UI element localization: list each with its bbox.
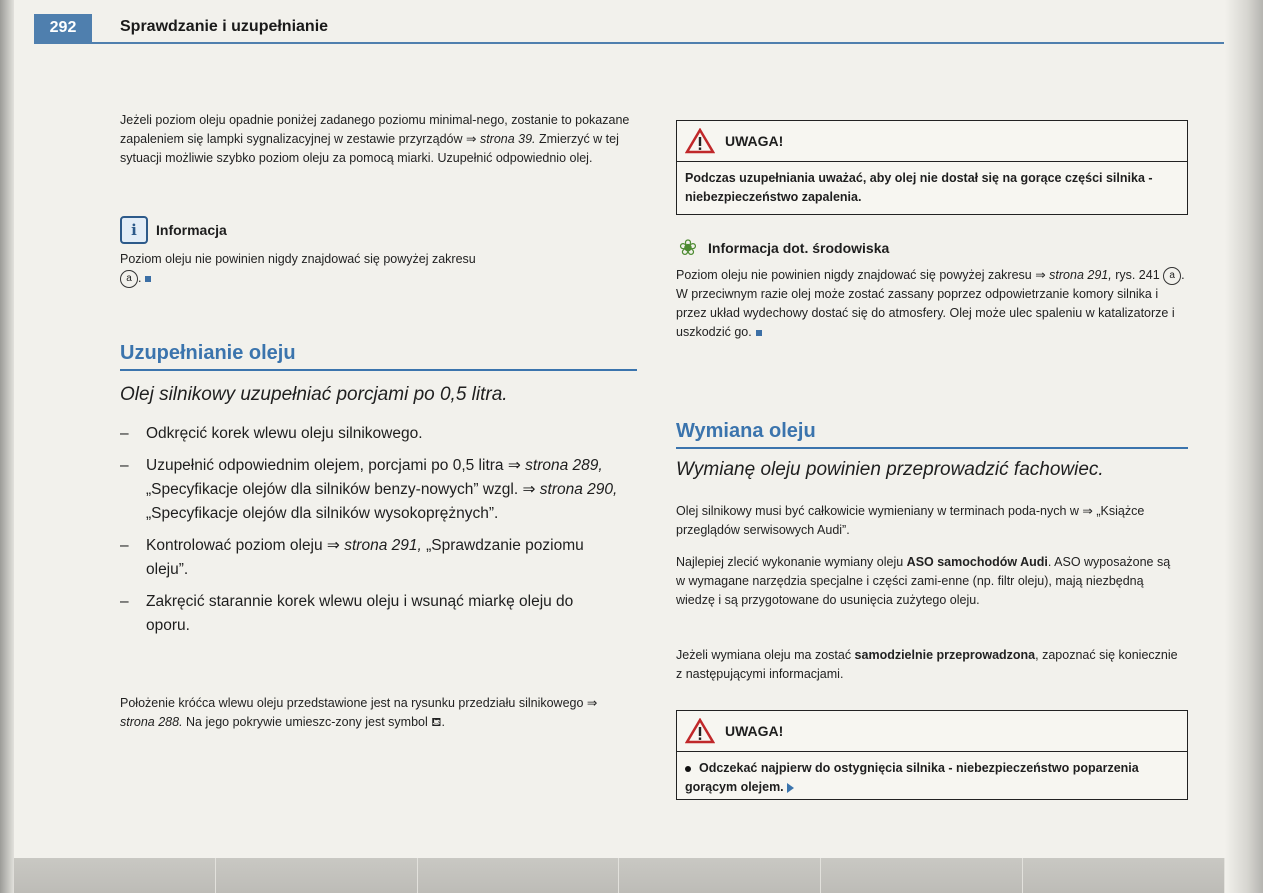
- warning-title-1: UWAGA!: [725, 133, 784, 149]
- footnote-page-ref[interactable]: strona 288.: [120, 715, 183, 729]
- intro-paragraph: [120, 111, 635, 168]
- warning-text-1: Podczas uzupełniania uważać, aby olej nie dostał się na gorące części silnika - niebezpieczeństwo zapalenia.: [685, 171, 1153, 204]
- end-square-icon: [756, 330, 762, 336]
- warning-text-2: Odczekać najpierw do ostygnięcia silnika - niebezpieczeństwo poparzenia gorącym olejem.: [685, 761, 1139, 794]
- step-2-page-ref-1[interactable]: strona 289,: [525, 457, 603, 474]
- page-number: 292: [34, 14, 92, 42]
- tab-segment: [216, 858, 418, 893]
- footnote-text-c: .: [441, 715, 445, 729]
- step-3-page-ref[interactable]: strona 291,: [344, 537, 422, 554]
- warning-box-2: [676, 710, 1188, 800]
- env-text-b: rys. 241: [1111, 268, 1164, 282]
- header-rule: [34, 42, 1224, 44]
- p2-text-b: . ASO wyposażone są w wymagane narzędzia specjalne i części zami-enne (np. filtr oleju), mają niezbędną wiedzę i są przygotowane do usunięcia zużytego oleju.: [676, 555, 1171, 607]
- page-edge-shadow: [1225, 0, 1263, 893]
- circle-a-marker: a: [120, 270, 138, 288]
- info-text-end: .: [138, 271, 142, 285]
- flower-icon: ❀: [678, 235, 698, 260]
- warning-text-2-container: [677, 752, 1187, 804]
- step-3-text-b: „Sprawdzanie poziomu oleju”.: [146, 537, 584, 578]
- chapter-tab-strip: [14, 858, 1225, 893]
- footnote-text-b: Na jego pokrywie umieszc-zony jest symbol: [182, 715, 432, 729]
- environment-title: Informacja dot. środowiska: [708, 240, 890, 256]
- p2-text-a: Najlepiej zlecić wykonanie wymiany oleju: [676, 555, 907, 569]
- filler-location-paragraph: [120, 694, 620, 732]
- info-paragraph: [120, 250, 635, 288]
- warning-heading-2: [677, 711, 1187, 752]
- warning-heading-1: [677, 121, 1187, 162]
- warning-box-1: [676, 120, 1188, 215]
- info-heading: [120, 216, 227, 244]
- intro-text-b: Zmierzyć w tej sytuacji możliwie szybko poziom oleju za pomocą miarki. Uzupełnić odpowiednio olej.: [120, 132, 619, 165]
- info-icon: i: [120, 216, 148, 244]
- step-4-text: Zakręcić starannie korek wlewu oleju i wsunąć miarkę oleju do oporu.: [146, 593, 574, 634]
- section-rule-left: [120, 369, 637, 371]
- section-rule-right: [676, 447, 1188, 449]
- footnote-text-a: Położenie króćca wlewu oleju przedstawione jest na rysunku przedziału silnikowego ⇒: [120, 696, 598, 710]
- tab-segment: [619, 858, 821, 893]
- info-title: Informacja: [156, 222, 227, 238]
- p3-text-b: , zapoznać się koniecznie z następującymi informacjami.: [676, 648, 1178, 681]
- change-paragraph-2: [676, 553, 1181, 610]
- oil-can-icon: ⛾: [431, 715, 442, 729]
- env-text-c: . W przeciwnym razie olej może zostać zassany poprzez odpowietrzanie komory silnika i przez układ wydechowy dostać się do atmosfery. Olej może ulec spaleniu w katalizatorze i uszkodzić go.: [676, 268, 1185, 339]
- step-2-text-b: „Specyfikacje olejów dla silników benzy-nowych” wzgl. ⇒: [146, 481, 540, 498]
- list-item: [120, 422, 620, 446]
- end-square-icon: [145, 276, 151, 282]
- tab-segment: [418, 858, 620, 893]
- warning-triangle-icon: [685, 718, 715, 744]
- environment-heading: [676, 236, 889, 260]
- list-item: [120, 590, 620, 638]
- refill-steps-list: [120, 422, 620, 646]
- warning-triangle-icon: [685, 128, 715, 154]
- step-2-text-c: „Specyfikacje olejów dla silników wysokoprężnych”.: [146, 505, 499, 522]
- section-title-refill: Uzupełnianie oleju: [120, 342, 296, 364]
- tab-segment: [1023, 858, 1225, 893]
- env-text-a: Poziom oleju nie powinien nigdy znajdować się powyżej zakresu ⇒: [676, 268, 1050, 282]
- circle-a-marker: a: [1163, 267, 1181, 285]
- change-subtitle: Wymianę oleju powinien przeprowadzić fachowiec.: [676, 459, 1104, 480]
- bullet-icon: [685, 766, 691, 772]
- p2-bold-aso: ASO samochodów Audi: [906, 555, 1048, 569]
- chapter-title: Sprawdzanie i uzupełnianie: [120, 18, 329, 35]
- p3-bold: samodzielnie przeprowadzona: [854, 648, 1036, 662]
- change-paragraph-3: [676, 646, 1181, 684]
- env-page-ref[interactable]: strona 291,: [1049, 268, 1112, 282]
- continue-arrow-icon: [787, 783, 794, 793]
- intro-page-ref[interactable]: strona 39.: [479, 132, 536, 146]
- p3-text-a: Jeżeli wymiana oleju ma zostać: [676, 648, 855, 662]
- step-3-text-a: Kontrolować poziom oleju ⇒: [146, 537, 345, 554]
- page-binding-shadow: [0, 0, 14, 893]
- refill-subtitle: Olej silnikowy uzupełniać porcjami po 0,5 litra.: [120, 384, 508, 405]
- section-title-change: Wymiana oleju: [676, 420, 816, 442]
- change-paragraph-1: Olej silnikowy musi być całkowicie wymieniany w terminach poda-nych w ⇒ „Książce przeglądów serwisowych Audi”.: [676, 504, 1145, 537]
- step-2-text-a: Uzupełnić odpowiednim olejem, porcjami po 0,5 litra ⇒: [146, 457, 526, 474]
- info-text: Poziom oleju nie powinien nigdy znajdować się powyżej zakresu: [120, 252, 476, 266]
- tab-segment: [14, 858, 216, 893]
- warning-title-2: UWAGA!: [725, 723, 784, 739]
- intro-text-a: Jeżeli poziom oleju opadnie poniżej zadanego poziomu minimal-nego, zostanie to pokazane zapaleniem się lampki sygnalizacyjnej w zestawie przyrządów ⇒: [120, 113, 630, 146]
- step-1-text: Odkręcić korek wlewu oleju silnikowego.: [146, 425, 423, 442]
- list-item: [120, 534, 620, 582]
- list-item: [120, 454, 620, 526]
- environment-paragraph: [676, 266, 1186, 342]
- tab-segment: [821, 858, 1023, 893]
- step-2-page-ref-2[interactable]: strona 290,: [539, 481, 618, 498]
